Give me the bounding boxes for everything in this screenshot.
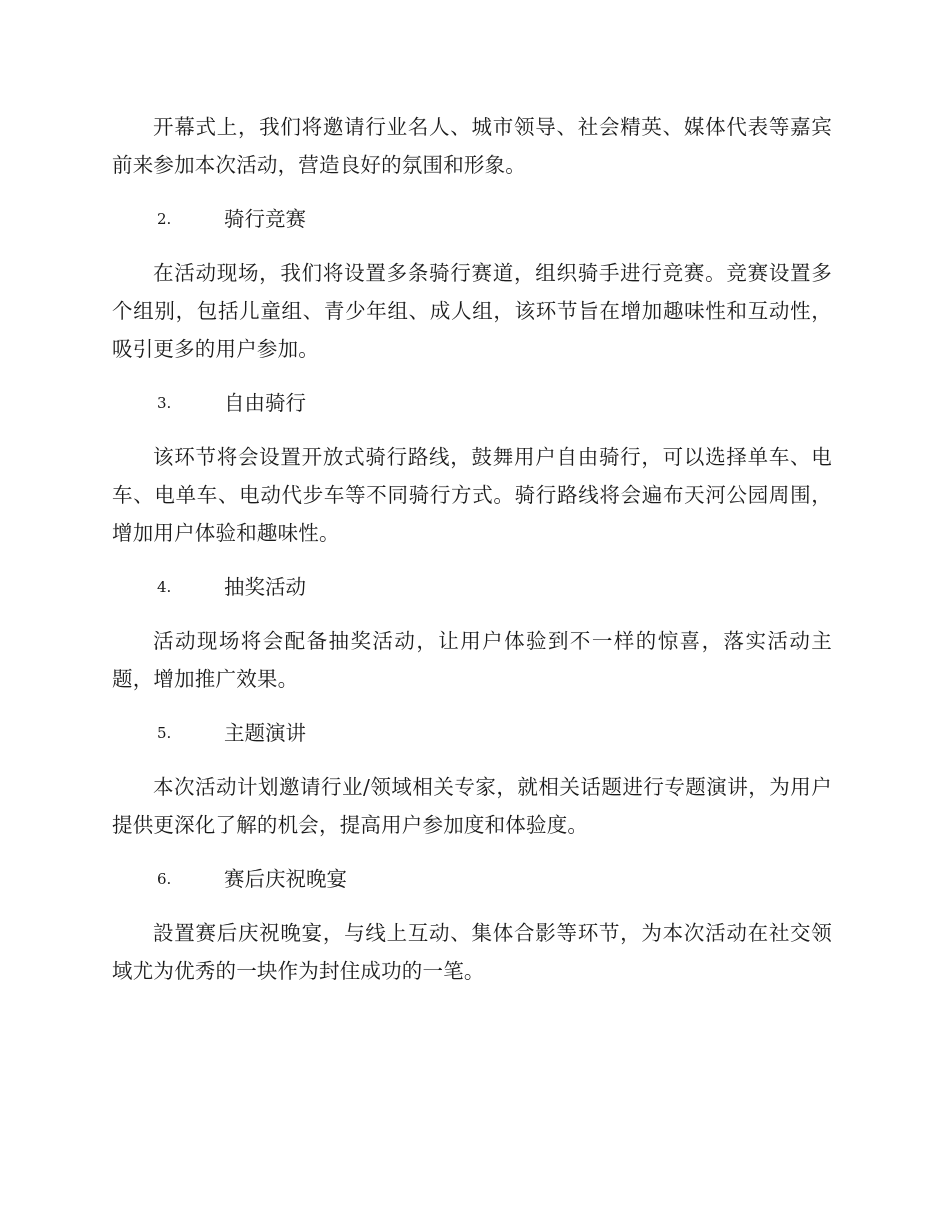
- paragraph-lottery: 活动现场将会配备抽奖活动，让用户体验到不一样的惊喜，落实活动主题，增加推广效果。: [112, 629, 832, 691]
- section-number: 2.: [157, 210, 172, 228]
- section-number: 6.: [157, 870, 172, 888]
- paragraph-opening-ceremony: 开幕式上，我们将邀请行业名人、城市领导、社会精英、媒体代表等嘉宾前来参加本次活动，营造良好的氛围和形象。: [112, 115, 832, 177]
- section-heading-4: [112, 568, 832, 606]
- section-heading-6: [112, 860, 832, 898]
- paragraph-cycling-race: 在活动现场，我们将设置多条骑行赛道，组织骑手进行竞赛。竞赛设置多个组别，包括儿童组、青少年组、成人组，该环节旨在增加趣味性和互动性，吸引更多的用户参加。: [112, 261, 832, 361]
- section-heading-5: [112, 714, 832, 752]
- section-number: 3.: [157, 394, 172, 412]
- section-number: 4.: [157, 578, 172, 596]
- section-title: 自由骑行: [224, 391, 306, 415]
- paragraph-free-riding: 该环节将会设置开放式骑行路线，鼓舞用户自由骑行，可以选择单车、电车、电单车、电动代步车等不同骑行方式。骑行路线将会遍布天河公园周围，增加用户体验和趣味性。: [112, 445, 832, 545]
- section-title: 骑行竞赛: [224, 207, 306, 231]
- section-heading-3: [112, 384, 832, 422]
- section-heading-2: [112, 200, 832, 238]
- paragraph-keynote: 本次活动计划邀请行业/领域相关专家，就相关话题进行专题演讲，为用户提供更深化了解的机会，提高用户参加度和体验度。: [112, 775, 832, 837]
- section-title: 主题演讲: [224, 721, 306, 745]
- section-number: 5.: [157, 724, 172, 742]
- document-page: [112, 108, 832, 990]
- section-title: 赛后庆祝晚宴: [224, 867, 347, 891]
- section-title: 抽奖活动: [224, 575, 306, 599]
- paragraph-celebration-dinner: 設置赛后庆祝晚宴，与线上互动、集体合影等环节，为本次活动在社交领域尤为优秀的一块作为封住成功的一笔。: [112, 921, 832, 983]
